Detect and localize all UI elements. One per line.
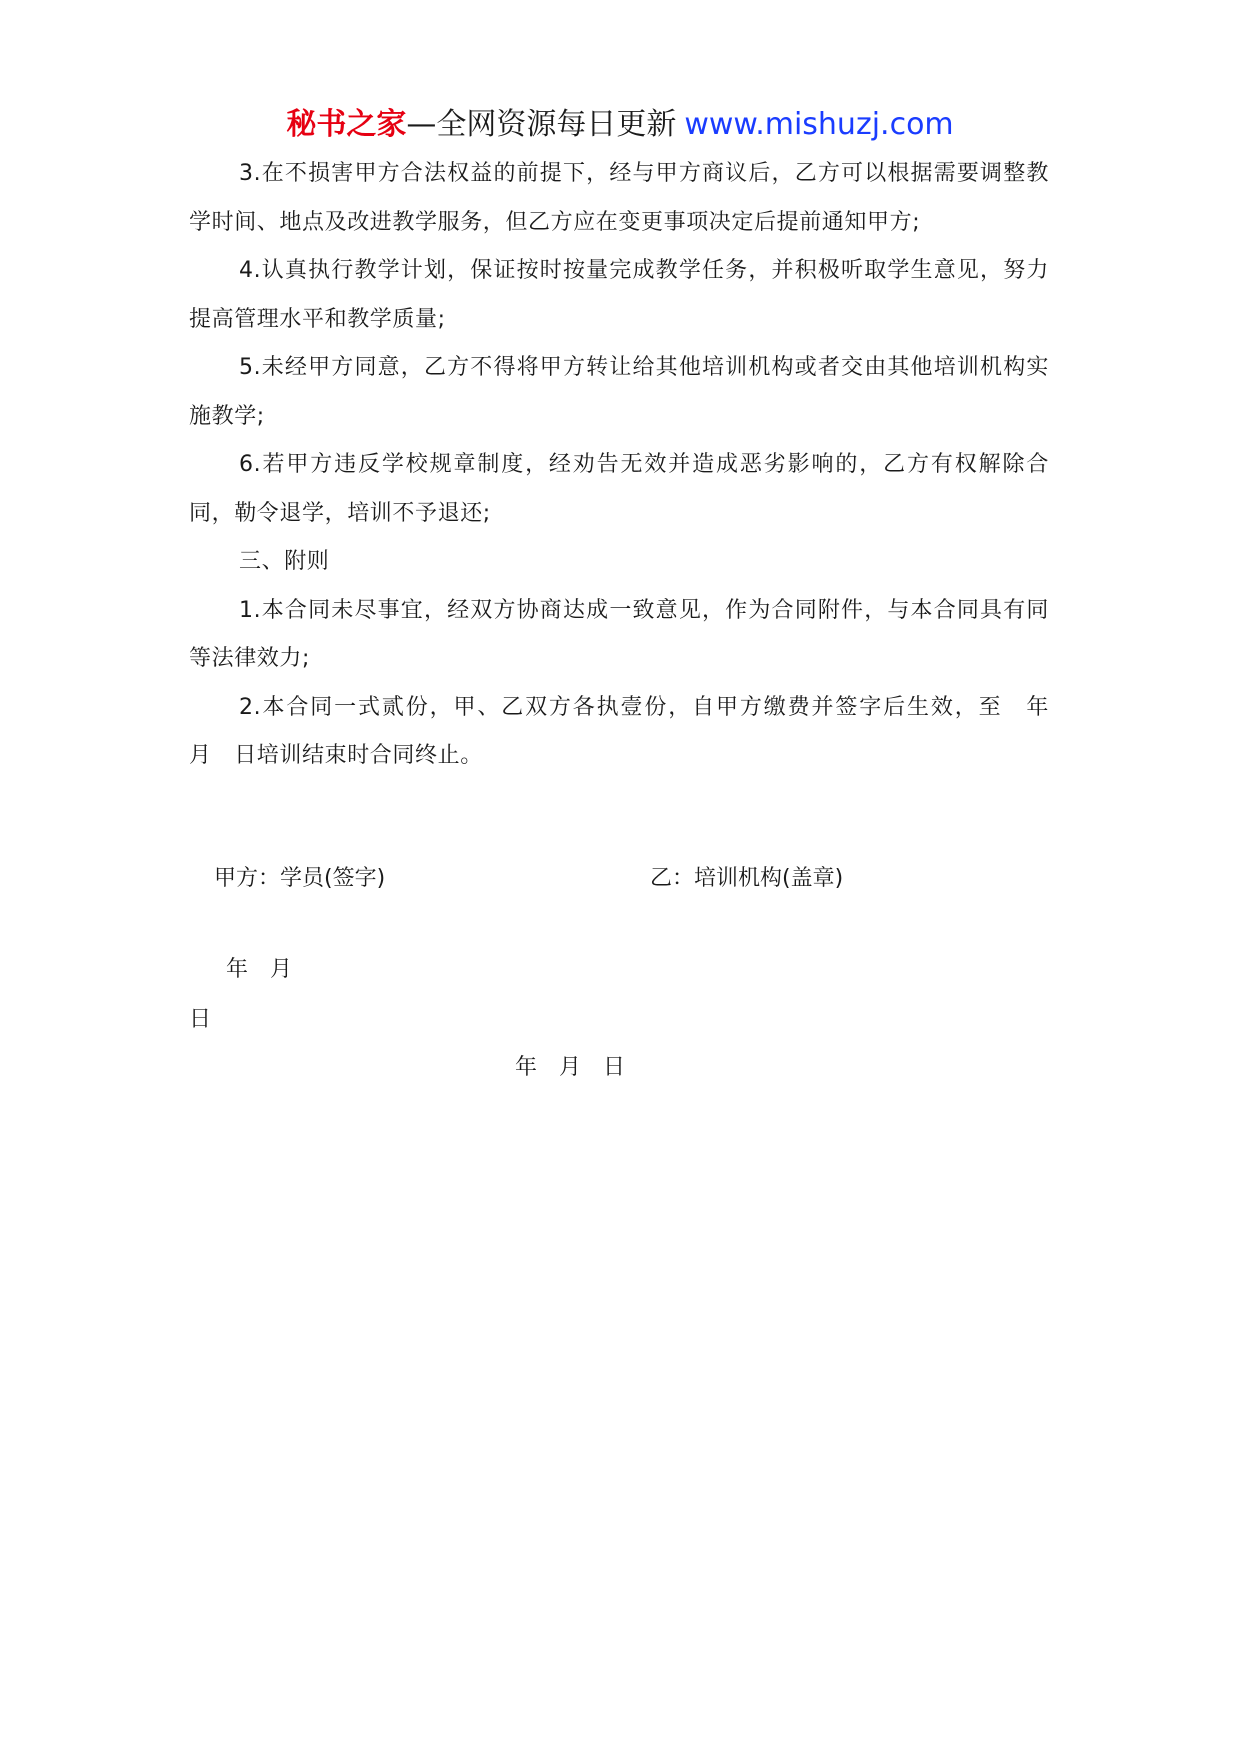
party-a-signature-label: 甲方：学员(签字) <box>214 866 386 891</box>
section-heading-appendix: 三、附则 <box>239 549 330 574</box>
party-a-date-day: 日 <box>189 1007 212 1032</box>
header-slogan: —全网资源每日更新 <box>406 107 677 142</box>
site-header <box>0 102 1240 148</box>
contract-body <box>189 150 1072 781</box>
clause-4: 4.认真执行教学计划，保证按时按量完成教学任务，并积极听取学生意见，努力提高管理水平和教学质量; <box>189 258 1049 332</box>
appendix-clause-1: 1.本合同未尽事宜，经双方协商达成一致意见，作为合同附件，与本合同具有同等法律效力; <box>189 597 1049 671</box>
site-url[interactable]: www.mishuzj.com <box>684 107 954 142</box>
party-a-date-year-month: 年 月 <box>226 957 293 982</box>
clause-3: 3.在不损害甲方合法权益的前提下，经与甲方商议后，乙方可以根据需要调整教学时间、地点及改进教学服务，但乙方应在变更事项决定后提前通知甲方; <box>189 161 1049 235</box>
appendix-clause-2: 2.本合同一式贰份，甲、乙双方各执壹份，自甲方缴费并签字后生效，至 年 月 日培训结束时合同终止。 <box>189 694 1072 768</box>
party-b-date: 年 月 日 <box>515 1055 626 1080</box>
clause-6: 6.若甲方违反学校规章制度，经劝告无效并造成恶劣影响的，乙方有权解除合同，勒令退学，培训不予退还; <box>189 452 1049 526</box>
party-b-seal-label: 乙：培训机构(盖章) <box>650 866 844 891</box>
clause-5: 5.未经甲方同意，乙方不得将甲方转让给其他培训机构或者交由其他培训机构实施教学; <box>189 355 1049 429</box>
brand-name: 秘书之家 <box>286 107 407 142</box>
